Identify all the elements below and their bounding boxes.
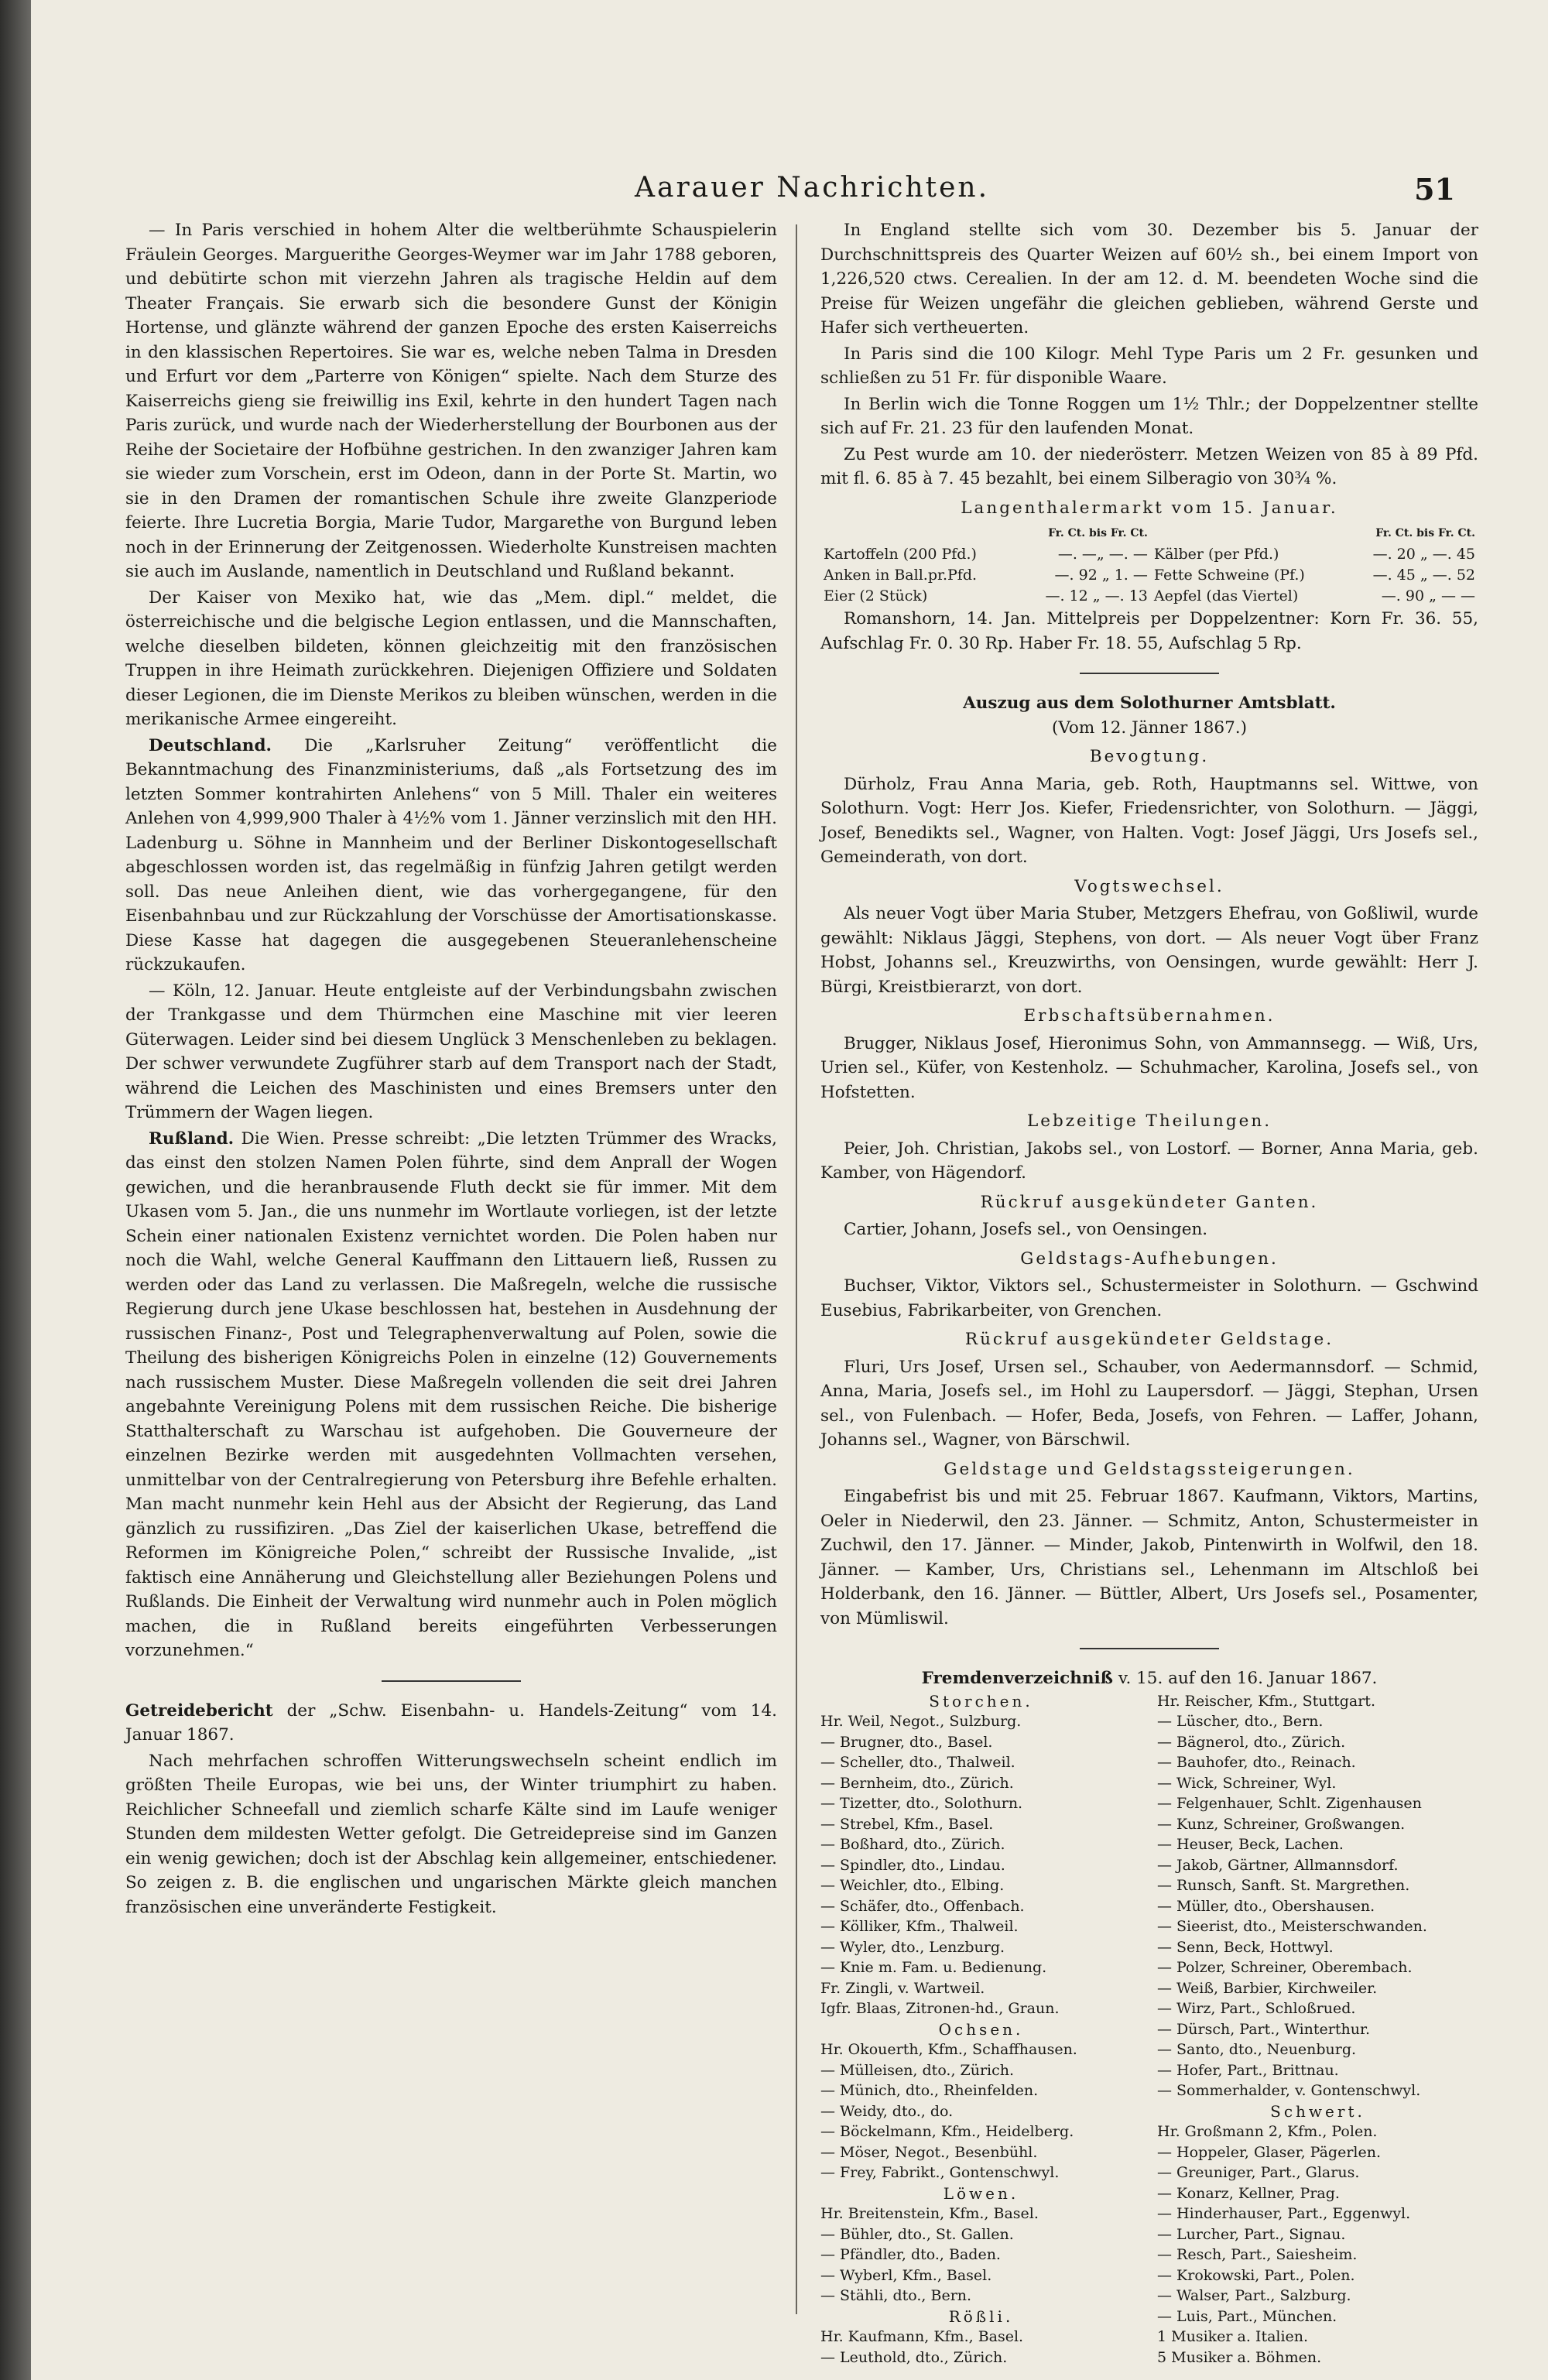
guest-entry: — Kunz, Schreiner, Großwangen.	[1157, 1815, 1406, 1833]
england-report: In England stellte sich vom 30. Dezember bis 5. Januar der Durchschnittspreis des Quarter Weizen auf 60½ sh., bei einem Import von 1,226,520 ctws. Cerealien. In der am 12. d. M. beendeten Woche sind die Preise für Weizen ungefähr die gleichen geblieben, während Gerste und Hafer sich vertheuerten.	[820, 221, 1478, 337]
notice-section-text: Peier, Joh. Christian, Jakobs sel., von Lostorf. — Borner, Anna Maria, geb. Kamber, von Hägendorf.	[820, 1139, 1478, 1183]
guest-entry: 1 Musiker a. Italien.	[1157, 2328, 1309, 2345]
hotel-name: Löwen.	[943, 2183, 1019, 2203]
guest-entry: — Hinderhauser, Part., Eggenwyl.	[1157, 2205, 1411, 2222]
guest-entry: — Brugner, dto., Basel.	[820, 1733, 993, 1751]
guest-entry: — Wick, Schreiner, Wyl.	[1157, 1774, 1337, 1792]
guest-entry: — Knie m. Fam. u. Bedienung.	[820, 1959, 1047, 1976]
market-price: —. 92 „ 1. —	[1054, 567, 1148, 584]
russia-heading: Rußland.	[149, 1128, 235, 1149]
market-item: Eier (2 Stück)	[824, 587, 928, 604]
market-table	[820, 523, 1478, 607]
newspaper-page	[31, 0, 1548, 2380]
guest-entry: — Felgenhauer, Schlt. Zigenhausen	[1157, 1795, 1422, 1812]
section-rule	[1080, 1648, 1219, 1649]
page-number: 51	[1414, 172, 1455, 207]
mexico-article: Der Kaiser von Mexiko hat, wie das „Mem. dipl.“ meldet, die österreichische und die belgische Legion entlassen, und die Mannschaften, welche dieselben bildeten, können gleichzeitig mit den französischen Truppen in ihre Heimath zurückkehren. Diejenigen Offiziere und Soldaten dieser Legionen, die im Dienste Merikos zu bleiben wünschen, werden in die merikanische Armee eingereiht.	[125, 587, 777, 729]
hotel-name: Storchen.	[929, 1691, 1033, 1711]
left-column	[125, 218, 777, 2323]
amtsblatt-title: Auszug aus dem Solothurner Amtsblatt.	[963, 693, 1336, 713]
hotel-name: Ochsen.	[938, 2019, 1024, 2039]
guest-entry: — Stähli, dto., Bern.	[820, 2287, 972, 2304]
market-row	[820, 565, 1478, 586]
germany-text: Die „Karlsruher Zeitung“ veröffentlicht die Bekanntmachung des Finanzministeriums, daß „als Fortsetzung des im letzten Sommer kontrahirten Anlehens“ von 5 Mill. Thaler ein weiteres Anlehen von 4,999,900 Thaler à 4½% vom 1. Jänner verzinslich mit den HH. Ladenburg u. Söhne in Mannheim und der Berliner Diskontogesellschaft abgeschlossen worden ist, das regelmäßig in fünfzig Jahren getilgt werden soll. Das neue Anleihen dient, wie das vorhergegangene, für den Eisenbahnbau und zur Rückzahlung der Vorschüsse der Amortisationskasse. Diese Kasse hat dagegen die ausgegebenen Steueranlehenscheine rückzukaufen.	[125, 735, 777, 974]
guest-entry: — Runsch, Sanft. St. Margrethen.	[1157, 1877, 1410, 1894]
romanshorn-report: Romanshorn, 14. Jan. Mittelpreis per Doppelzentner: Korn Fr. 36. 55, Aufschlag Fr. 0. 30 Rp. Haber Fr. 18. 55, Aufschlag 5 Rp.	[820, 609, 1478, 653]
guest-entry: Hr. Kaufmann, Kfm., Basel.	[820, 2328, 1024, 2345]
notice-section-heading: Rückruf ausgekündeter Geldstage.	[964, 1330, 1334, 1349]
grain-heading: Getreidebericht	[125, 1700, 273, 1721]
guest-entry: Hr. Reischer, Kfm., Stuttgart.	[1157, 1692, 1375, 1710]
guest-entry: — Pfändler, dto., Baden.	[820, 2246, 1001, 2263]
guest-entry: — Hofer, Part., Brittnau.	[1157, 2061, 1339, 2079]
guest-entry: — Weidy, dto., do.	[820, 2102, 954, 2120]
guest-entry: — Kölliker, Kfm., Thalweil.	[820, 1918, 1019, 1935]
fremden-title	[820, 1666, 1478, 1691]
notice-section-heading: Rückruf ausgekündeter Ganten.	[980, 1192, 1319, 1212]
guest-entry: — Bauhofer, dto., Reinach.	[1157, 1754, 1356, 1771]
guest-entry: — Resch, Part., Saiesheim.	[1157, 2246, 1358, 2263]
market-header-2: Fr. Ct. bis Fr. Ct.	[1375, 527, 1475, 539]
notice-section-text: Dürholz, Frau Anna Maria, geb. Roth, Hauptmanns sel. Wittwe, von Solothurn. Vogt: Herr Jos. Kiefer, Friedensrichter, von Solothurn. — Jäggi, Josef, Benedikts sel., Wagner, von Halten. Vogt: Josef Jäggi, Urs Josefs sel., Gemeinderath, von dort.	[820, 774, 1478, 867]
market-item: Aepfel (das Viertel)	[1153, 587, 1299, 604]
guest-entry: — Konarz, Kellner, Prag.	[1157, 2184, 1340, 2202]
market-price: —. —„ —. —	[1057, 546, 1148, 563]
guest-entry: — Bühler, dto., St. Gallen.	[820, 2225, 1014, 2243]
germany-article	[125, 734, 777, 978]
hotel-name: Rößli.	[948, 2306, 1014, 2326]
market-header-row	[820, 523, 1478, 544]
guest-entry: — Sieerist, dto., Meisterschwanden.	[1157, 1918, 1427, 1935]
guest-entry: — Schäfer, dto., Offenbach.	[820, 1897, 1025, 1915]
market-header-1: Fr. Ct. bis Fr. Ct.	[1048, 527, 1148, 539]
guest-entry: — Wirz, Part., Schloßrued.	[1157, 2000, 1356, 2017]
guest-entry: — Lurcher, Part., Signau.	[1157, 2225, 1346, 2243]
notice-section-text: Fluri, Urs Josef, Ursen sel., Schauber, von Aedermannsdorf. — Schmid, Anna, Maria, Josefs sel., im Hohl zu Laupersdorf. — Jäggi, Stephan, Ursen sel., von Fulenbach. — Hofer, Beda, Josefs, von Fehren. — Laffer, Johann, Johanns sel., Wagner, von Bärschwil.	[820, 1357, 1478, 1450]
grain-report-intro	[125, 1699, 777, 1748]
market-item: Fette Schweine (Pf.)	[1153, 567, 1305, 584]
guest-entry: Hr. Großmann 2, Kfm., Polen.	[1157, 2123, 1378, 2140]
guest-entry: — Spindler, dto., Lindau.	[820, 1856, 1005, 1874]
guest-entry: — Senn, Beck, Hottwyl.	[1157, 1938, 1334, 1956]
section-rule	[382, 1680, 521, 1682]
fremden-heading: Fremdenverzeichniß	[921, 1669, 1113, 1688]
guest-entry: Fr. Zingli, v. Wartweil.	[820, 1979, 985, 1997]
market-row	[820, 586, 1478, 607]
notice-section-text: Als neuer Vogt über Maria Stuber, Metzgers Ehefrau, von Goßliwil, wurde gewählt: Niklaus Jäggi, Stephens, von dort. — Als neuer Vogt über Franz Hobst, Johanns sel., Kreuzwirths, von Oensingen, wurde gewählt: Herr J. Bürgi, Kreistbierarzt, von dort.	[820, 904, 1478, 997]
amtsblatt-date: (Vom 12. Jänner 1867.)	[1051, 717, 1248, 738]
guest-entry: Hr. Breitenstein, Kfm., Basel.	[820, 2205, 1039, 2222]
guest-entry: — Scheller, dto., Thalweil.	[820, 1754, 1015, 1771]
section-rule	[1080, 673, 1219, 674]
notice-section-text: Brugger, Niklaus Josef, Hieronimus Sohn, von Ammannsegg. — Wiß, Urs, Urien sel., Küfer, von Kestenholz. — Schuhmacher, Karolina, Josefs sel., von Hofstetten.	[820, 1033, 1478, 1102]
notice-section-heading: Lebzeitige Theilungen.	[1026, 1111, 1272, 1131]
paris-report: In Paris sind die 100 Kilogr. Mehl Type Paris um 2 Fr. gesunken und schließen zu 51 Fr. für disponible Waare.	[820, 344, 1478, 388]
guest-entry: — Greuniger, Part., Glarus.	[1157, 2164, 1360, 2181]
notice-section-text: Cartier, Johann, Josefs sel., von Oensingen.	[844, 1220, 1208, 1239]
guest-entry: — Boßhard, dto., Zürich.	[820, 1836, 1005, 1853]
market-item: Anken in Ball.pr.Pfd.	[824, 567, 978, 584]
guest-list	[820, 1691, 1478, 2368]
guest-entry: — Böckelmann, Kfm., Heidelberg.	[820, 2123, 1074, 2140]
pest-report: Zu Pest wurde am 10. der niederösterr. Metzen Weizen von 85 à 89 Pfd. mit fl. 6. 85 à 7. 45 bezahlt, bei einem Silberagio von 30¾ %.	[820, 444, 1478, 488]
market-price: —. 12 „ —. 13	[1045, 587, 1148, 604]
guest-list-left	[820, 1691, 1142, 2368]
guest-entry: — Möser, Negot., Besenbühl.	[820, 2143, 1038, 2161]
grain-intro: der „Schw. Eisenbahn- u. Handels-Zeitung“ vom 14. Januar 1867.	[125, 1700, 777, 1745]
market-price: —. 20 „ —. 45	[1372, 546, 1475, 563]
guest-entry: — Luis, Part., München.	[1157, 2307, 1337, 2325]
column-divider	[796, 224, 797, 2314]
page-header	[186, 172, 1455, 218]
grain-report: Nach mehrfachen schroffen Witterungswechseln scheint endlich im größten Theile Europas, wie bei uns, der Winter triumphirt zu haben. Reichlicher Schneefall und ziemlich scharfe Kälte sind im Laufe weniger Stunden dem mildesten Wetter gefolgt. Die Getreidepreise sind im Ganzen ein wenig gewichen; doch ist der Abschlag kein allgemeiner, entschiedener. So zeigen z. B. die englischen und ungarischen Märkte gleich manchen französischen eine unveränderte Festigkeit.	[125, 1751, 777, 1917]
guest-entry: 5 Musiker a. Böhmen.	[1157, 2348, 1322, 2366]
guest-entry: — Bernheim, dto., Zürich.	[820, 1774, 1014, 1792]
guest-entry: — Weichler, dto., Elbing.	[820, 1877, 1005, 1894]
guest-entry: — Frey, Fabrikt., Gontenschwyl.	[820, 2164, 1060, 2181]
market-item: Kälber (per Pfd.)	[1153, 546, 1279, 563]
berlin-report: In Berlin wich die Tonne Roggen um 1½ Thlr.; der Doppelzentner stellte sich auf Fr. 21. 23 für den laufenden Monat.	[820, 394, 1478, 438]
guest-entry: — Lüscher, dto., Bern.	[1157, 1713, 1324, 1730]
guest-entry: — Jakob, Gärtner, Allmannsdorf.	[1157, 1856, 1399, 1874]
guest-entry: — Walser, Part., Salzburg.	[1157, 2287, 1351, 2304]
russia-text: Die Wien. Presse schreibt: „Die letzten Trümmer des Wracks, das einst den stolzen Namen Polen führte, sind dem Anprall der Wogen gewichen, und die heranbrausende Fluth deckt sie für immer. Mit dem Ukasen vom 5. Jan., die uns nunmehr im Wortlaute vorliegen, ist der letzte Schein einer nationalen Existenz vernichtet worden. Die Polen haben nur noch die Wahl, welche General Kauffmann den Littauern ließ, Russen zu werden oder das Land zu verlassen. Die Maßregeln, welche die russische Regierung durch jene Ukase beschlossen hat, bestehen in Ausdehnung der russischen Finanz-, Post und Telegraphenverwaltung auf Polen, sowie die Theilung des bisherigen Königreichs Polen in einzelne (12) Gouvernements nach russischem Muster. Diese Maßregeln vollenden die seit drei Jahren angebahnte Vereinigung Polens mit dem russischen Reiche. Die bisherige Statthalterschaft zu Warschau ist aufgehoben. Die Gouverneure der einzelnen Bezirke werden mit ausgedehnten Vollmachten versehen, unmittelbar von der Centralregierung von Petersburg ihre Befehle erhalten. Man macht nunmehr kein Hehl aus der Absicht der Regierung, das Land gänzlich zu russifiziren. „Das Ziel der kaiserlichen Ukase, betreffend die Reformen im Königreiche Polen,“ schreibt der Russische Invalide, „ist faktisch eine Annäherung und Gleichstellung aller Beziehungen Polens und Rußlands. Die Einheit der Verwaltung wird nunmehr auch in Polen möglich machen, die in Rußland bereits eingeführten Verbesserungen vorzunehmen.“	[125, 1128, 777, 1660]
germany-heading: Deutschland.	[149, 735, 272, 755]
guest-entry: — Polzer, Schreiner, Oberembach.	[1157, 1959, 1413, 1976]
market-title: Langenthalermarkt vom 15. Januar.	[961, 498, 1338, 518]
fremden-date: v. 15. auf den 16. Januar 1867.	[1118, 1669, 1378, 1688]
guest-entry: — Wyler, dto., Lenzburg.	[820, 1938, 1005, 1956]
notice-section-text: Buchser, Viktor, Viktors sel., Schustermeister in Solothurn. — Gschwind Eusebius, Fabrikarbeiter, von Grenchen.	[820, 1276, 1478, 1320]
notice-section-text: Eingabefrist bis und mit 25. Februar 1867. Kaufmann, Viktors, Martins, Oeler in Niederwil, den 23. Jänner. — Schmitz, Anton, Schustermeister in Zuchwil, den 17. Jänner. — Minder, Jakob, Pintenwirth in Wolfwil, den 18. Jänner. — Kamber, Urs, Christians sel., Lehenmann im Altschloß bei Holderbank, den 16. Jänner. — Büttler, Albert, Urs Josefs sel., Posamenter, von Mümliswil.	[820, 1487, 1478, 1628]
amtsblatt-sections	[820, 745, 1478, 1631]
guest-entry: — Münich, dto., Rheinfelden.	[820, 2082, 1039, 2099]
notice-section-heading: Erbschaftsübernahmen.	[1023, 1006, 1276, 1026]
hotel-name: Schwert.	[1270, 2101, 1365, 2121]
notice-section-heading: Geldstags-Aufhebungen.	[1020, 1248, 1279, 1269]
guest-entry: — Sommerhalder, v. Gontenschwyl.	[1157, 2082, 1421, 2099]
russia-article	[125, 1127, 777, 1663]
page-title: Aarauer Nachrichten.	[635, 172, 990, 204]
notice-section-heading: Bevogtung.	[1089, 747, 1210, 766]
guest-entry: — Mülleisen, dto., Zürich.	[820, 2061, 1015, 2079]
guest-entry: — Leuthold, dto., Zürich.	[820, 2348, 1008, 2366]
market-row	[820, 544, 1478, 565]
book-spine	[0, 0, 31, 2380]
guest-entry: — Weiß, Barbier, Kirchweiler.	[1157, 1979, 1378, 1997]
guest-entry: Igfr. Blaas, Zitronen-hd., Graun.	[820, 2000, 1060, 2017]
notice-section-heading: Geldstage und Geldstagssteigerungen.	[944, 1459, 1355, 1479]
market-price: —. 90 „ — —	[1381, 587, 1475, 604]
market-item: Kartoffeln (200 Pfd.)	[824, 546, 977, 563]
paris-obituary: — In Paris verschied in hohem Alter die weltberühmte Schauspielerin Fräulein Georges. Marguerithe Georges-Weymer war im Jahr 1788 geboren, und debütirte schon mit vierzehn Jahren als tragische Heldin auf dem Theater Français. Sie erwarb sich die besondere Gunst der Königin Hortense, und glänzte während der ganzen Epoche des ersten Kaiserreichs in den klassischen Repertoires. Sie war es, welche neben Talma in Dresden und Erfurt vor dem „Parterre von Königen“ spielte. Nach dem Sturze des Kaiserreichs gieng sie freiwillig ins Exil, kehrte in den hundert Tagen nach Paris zurück, und wurde nach der Wiederherstellung der Bourbonen aus der Reihe der Societaire der Hofbühne gestrichen. In den zwanziger Jahren kam sie wieder zum Vorschein, erst im Odeon, dann in der Porte St. Martin, wo sie in den Dramen der romantischen Schule ihre zweite Glanzperiode feierte. Ihre Lucretia Borgia, Marie Tudor, Margarethe von Burgund leben noch in der Erinnerung der Zeitgenossen. Wiederholte Kunstreisen machten sie auch im Auslande, namentlich in Deutschland und Rußland bekannt.	[125, 221, 777, 581]
guest-entry: Hr. Weil, Negot., Sulzburg.	[820, 1713, 1022, 1730]
guest-entry: — Müller, dto., Obershausen.	[1157, 1897, 1375, 1915]
notice-section-heading: Vogtswechsel.	[1074, 876, 1224, 896]
guest-entry: — Bägnerol, dto., Zürich.	[1157, 1733, 1346, 1751]
guest-entry: — Hoppeler, Glaser, Pägerlen.	[1157, 2143, 1382, 2161]
right-column	[820, 218, 1478, 2366]
guest-entry: — Strebel, Kfm., Basel.	[820, 1815, 994, 1833]
market-price: —. 45 „ —. 52	[1372, 567, 1475, 584]
koeln-article: — Köln, 12. Januar. Heute entgleiste auf der Verbindungsbahn zwischen der Trankgasse und dem Thürmchen eine Maschine mit vier leeren Güterwagen. Leider sind bei diesem Unglück 3 Menschenleben zu beklagen. Der schwer verwundete Zugführer starb auf dem Transport nach der Stadt, während die Leichen des Maschinisten und eines Bremsers unter den Trümmern der Wagen liegen.	[125, 981, 777, 1122]
guest-entry: — Krokowski, Part., Polen.	[1157, 2266, 1355, 2284]
guest-entry: — Dürsch, Part., Winterthur.	[1157, 2020, 1371, 2038]
guest-entry: Hr. Okouerth, Kfm., Schaffhausen.	[820, 2041, 1077, 2058]
guest-list-right	[1157, 1691, 1478, 2368]
guest-entry: — Santo, dto., Neuenburg.	[1157, 2041, 1357, 2058]
guest-entry: — Tizetter, dto., Solothurn.	[820, 1795, 1023, 1812]
guest-entry: — Heuser, Beck, Lachen.	[1157, 1836, 1344, 1853]
guest-entry: — Wyberl, Kfm., Basel.	[820, 2266, 992, 2284]
